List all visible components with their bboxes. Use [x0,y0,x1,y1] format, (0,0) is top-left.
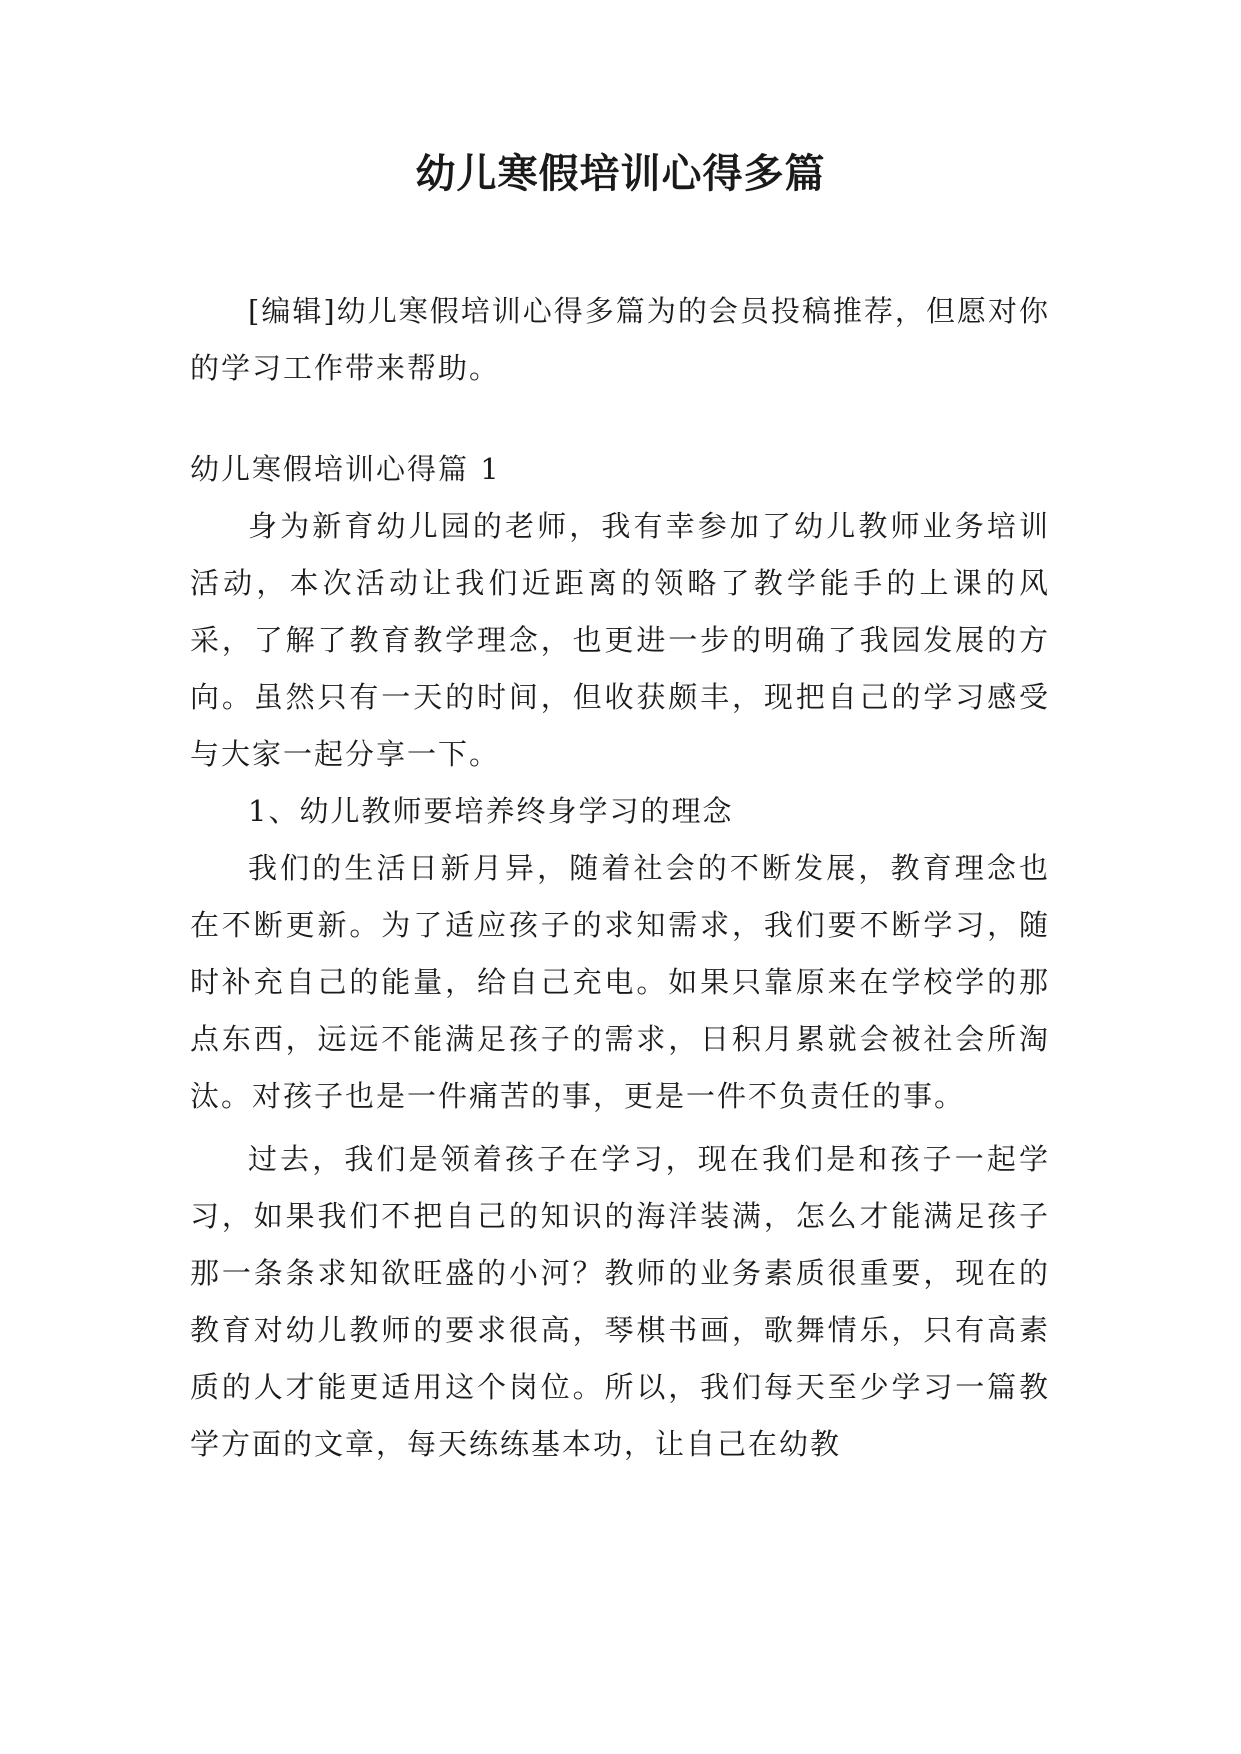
intro-paragraph: [编辑]幼儿寒假培训心得多篇为的会员投稿推荐，但愿对你的学习工作带来帮助。 [190,294,1050,385]
body-paragraph: 我们的生活日新月异，随着社会的不断发展，教育理念也在不断更新。为了适应孩子的求知需求，我们要不断学习，随时补充自己的能量，给自己充电。如果只靠原来在学校学的那点东西，远远不能满足孩子的需求，日积月累就会被社会所淘汰。对孩子也是一件痛苦的事，更是一件不负责任的事。 [190,851,1050,1113]
document-body [190,283,1050,1473]
body-paragraph: 过去，我们是领着孩子在学习，现在我们是和孩子一起学习，如果我们不把自己的知识的海洋装满，怎么才能满足孩子那一条条求知欲旺盛的小河？教师的业务素质很重要，现在的教育对幼儿教师的要求很高，琴棋书画，歌舞情乐，只有高素质的人才能更适用这个岗位。所以，我们每天至少学习一篇教学方面的文章，每天练练基本功，让自己在幼教 [190,1142,1050,1461]
body-paragraph: 身为新育幼儿园的老师，我有幸参加了幼儿教师业务培训活动，本次活动让我们近距离的领略了教学能手的上课的风采，了解了教育教学理念，也更进一步的明确了我园发展的方向。虽然只有一天的时间，但收获颇丰，现把自己的学习感受与大家一起分享一下。 [190,509,1050,771]
section-heading: 幼儿寒假培训心得篇 1 [190,452,501,486]
subheading-paragraph: 1、幼儿教师要培养终身学习的理念 [248,794,734,828]
document-title: 幼儿寒假培训心得多篇 [415,151,826,197]
